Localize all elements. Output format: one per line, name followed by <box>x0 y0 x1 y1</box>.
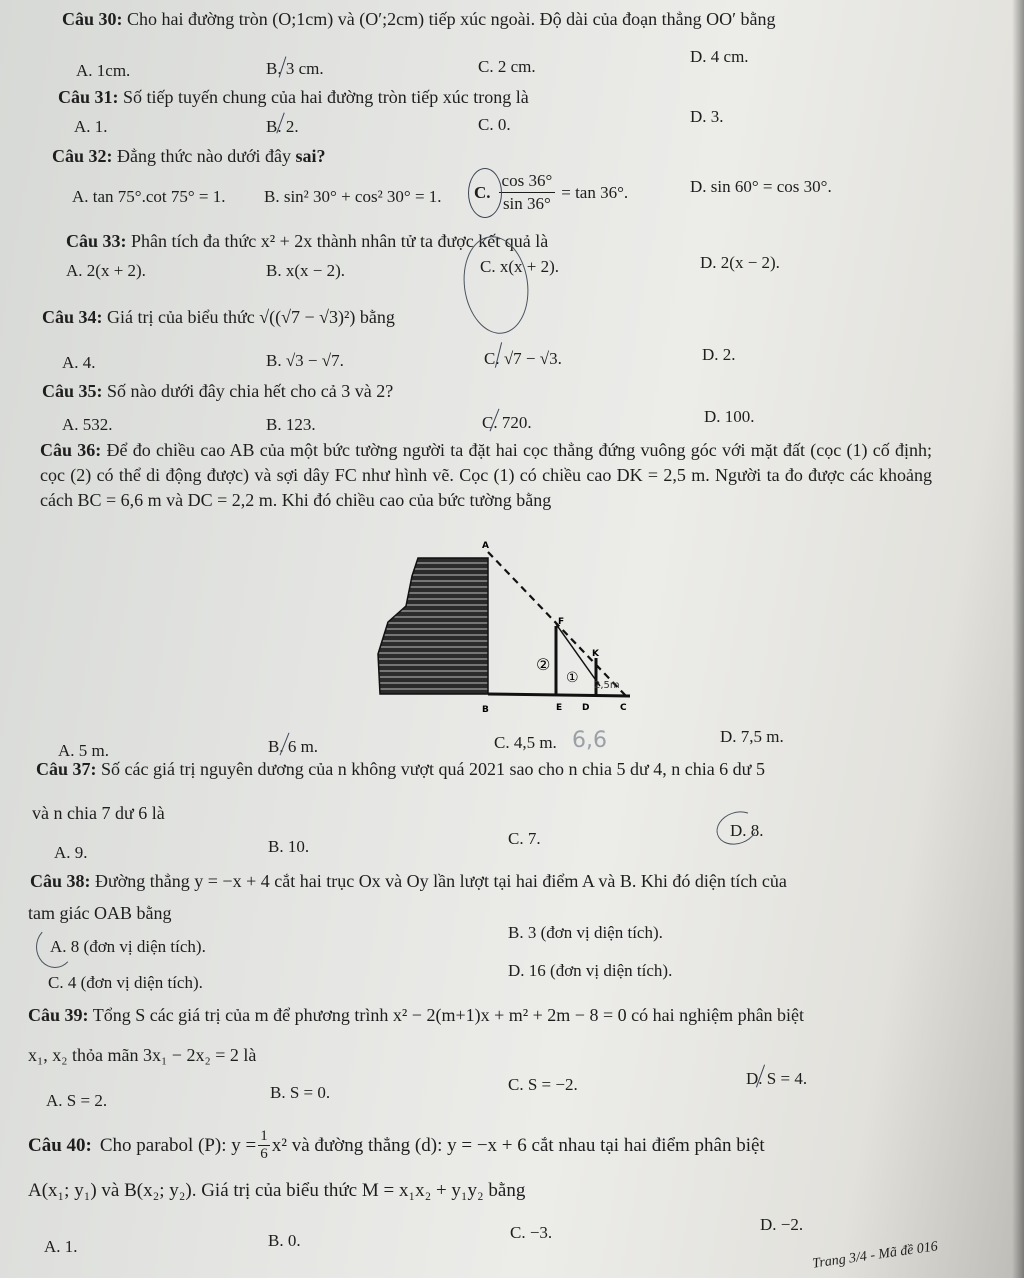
q37-option-a: A. 9. <box>54 843 88 862</box>
label-f: F <box>558 617 565 627</box>
q38-option-a: A. 8 (đơn vị diện tích). <box>50 937 206 956</box>
question-39-line-2: x₁, x₂ thỏa mãn 3x₁ − 2x₂ = 2 là <box>28 1045 257 1065</box>
q39-option-d: D. S = 4. <box>746 1069 808 1088</box>
question-32-text-bold: sai? <box>295 146 326 166</box>
q32-option-a: A. tan 75°.cot 75° = 1. <box>72 187 226 206</box>
question-37-line-2: và n chia 7 dư 6 là <box>32 803 165 823</box>
q31-option-b: B. 2. <box>266 117 299 136</box>
label-b: B <box>482 705 489 715</box>
question-31-label: Câu 31: <box>58 87 119 107</box>
q31-option-d: D. 3. <box>690 107 724 126</box>
q35-option-b: B. 123. <box>266 415 316 434</box>
q39-option-a: A. S = 2. <box>46 1091 108 1110</box>
q35-option-c: C. 720. <box>482 413 532 432</box>
q35-option-a: A. 532. <box>62 415 113 434</box>
q35-option-d: D. 100. <box>704 407 755 426</box>
question-34-label: Câu 34: <box>42 307 103 327</box>
q33-option-d: D. 2(x − 2). <box>700 253 780 272</box>
q38-option-b: B. 3 (đơn vị diện tích). <box>508 923 663 942</box>
question-40-text: Cho parabol (P): y = <box>99 1134 257 1156</box>
label-d: D <box>582 703 590 713</box>
label-c: C <box>620 703 627 713</box>
question-34 <box>42 306 395 328</box>
label-k: K <box>592 649 599 659</box>
question-39-label: Câu 39: <box>28 1005 89 1025</box>
question-30 <box>62 8 776 30</box>
q36-option-c: C. 4,5 m. <box>494 733 557 752</box>
q30-option-d: D. 4 cm. <box>690 47 749 66</box>
q32-option-c-numerator: cos 36° <box>499 170 556 193</box>
q30-option-a: A. 1cm. <box>76 61 131 80</box>
question-30-label: Câu 30: <box>62 9 123 29</box>
question-38-label: Câu 38: <box>30 871 91 891</box>
q32-option-c-fraction <box>499 170 556 215</box>
question-40-fraction <box>258 1128 270 1163</box>
q37-option-c: C. 7. <box>508 829 541 848</box>
q38-option-c: C. 4 (đơn vị diện tích). <box>48 973 203 992</box>
question-40-label: Câu 40: <box>28 1134 92 1156</box>
question-40-fraction-denominator: 6 <box>260 1146 268 1162</box>
q31-option-c: C. 0. <box>478 115 511 134</box>
q34-option-c: C. √7 − √3. <box>484 349 562 368</box>
page-footer: Trang 3/4 - Mã đề 016 <box>811 1239 939 1272</box>
label-e: E <box>556 703 563 713</box>
question-37-label: Câu 37: <box>36 759 97 779</box>
question-35-label: Câu 35: <box>42 381 103 401</box>
question-36-text: Để đo chiều cao AB của một bức tường người ta đặt hai cọc thẳng đứng vuông góc với mặt đất (cọc (1) cố định; cọc (2) có thể di động được) và sợi dây FC như hình vẽ. Cọc (1) có chiều cao DK = 2,5 m. Người ta đo được các khoảng cách BC = 6,6 m và DC = 2,2 m. Khi đó chiều cao của bức tường bằng <box>40 440 933 510</box>
question-40-fraction-numerator: 1 <box>260 1128 268 1144</box>
question-40-line-2: A(x₁; y₁) và B(x₂; y₂). Giá trị của biểu thức M = x₁x₂ + y₁y₂ bằng <box>28 1180 526 1201</box>
question-36 <box>40 438 932 513</box>
q32-option-d: D. sin 60° = cos 30°. <box>690 177 832 196</box>
q38-option-d: D. 16 (đơn vị diện tích). <box>508 961 673 980</box>
q31-option-a: A. 1. <box>74 117 108 136</box>
question-40 <box>28 1128 765 1163</box>
question-32-label: Câu 32: <box>52 146 113 166</box>
question-32-text: Đẳng thức nào dưới đây <box>117 146 292 166</box>
q32-option-c-label: C. <box>474 182 491 202</box>
q39-option-c: C. S = −2. <box>508 1075 578 1094</box>
q33-option-b: B. x(x − 2). <box>266 261 345 280</box>
ground-line <box>488 694 630 696</box>
question-39-text: Tổng S các giá trị của m để phương trình x² − 2(m+1)x + m² + 2m − 8 = 0 có hai nghiệm phân biệt <box>92 1005 805 1025</box>
page-shadow-edge <box>1012 0 1024 1278</box>
question-31 <box>58 86 529 108</box>
q36-option-d: D. 7,5 m. <box>720 727 784 746</box>
q37-option-d: D. 8. <box>730 821 764 840</box>
q40-option-b: B. 0. <box>268 1231 301 1250</box>
question-36-label: Câu 36: <box>40 440 102 460</box>
question-38-line-2: tam giác OAB bằng <box>28 903 172 923</box>
q33-option-a: A. 2(x + 2). <box>66 261 146 280</box>
question-35-text: Số nào dưới đây chia hết cho cả 3 và 2? <box>107 381 394 401</box>
label-stake-1: ① <box>566 670 579 686</box>
question-33-label: Câu 33: <box>66 231 127 251</box>
q40-option-c: C. −3. <box>510 1223 553 1242</box>
q39-option-b: B. S = 0. <box>270 1083 331 1102</box>
question-33-text: Phân tích đa thức x² + 2x thành nhân tử ta được kết quả là <box>131 231 549 251</box>
question-32 <box>52 145 326 167</box>
handwritten-answer-circle <box>468 168 502 218</box>
q40-option-a: A. 1. <box>44 1237 78 1256</box>
q34-option-a: A. 4. <box>62 353 96 372</box>
q37-option-b: B. 10. <box>268 837 310 856</box>
handwritten-answer-circle <box>36 926 74 968</box>
q32-option-c-denominator: sin 36° <box>502 194 551 213</box>
wall-height-figure <box>360 536 660 736</box>
question-38 <box>30 870 787 892</box>
question-35 <box>42 380 393 402</box>
q33-option-c: C. x(x + 2). <box>480 257 559 276</box>
label-a: A <box>482 541 489 551</box>
q32-option-c-rest: = tan 36°. <box>561 182 629 202</box>
label-stake-2: ② <box>536 655 551 674</box>
question-40-text-after: x² và đường thẳng (d): y = −x + 6 cắt nhau tại hai điểm phân biệt <box>271 1134 765 1156</box>
q36-option-a: A. 5 m. <box>58 741 109 760</box>
question-37 <box>36 758 765 780</box>
pencil-note: 6,6 <box>572 728 607 753</box>
q30-option-b: B. 3 cm. <box>266 59 324 78</box>
q30-option-c: C. 2 cm. <box>478 57 536 76</box>
q40-option-d: D. −2. <box>760 1215 804 1234</box>
q32-option-b: B. sin² 30° + cos² 30° = 1. <box>264 187 442 206</box>
handwritten-answer-circle <box>712 806 762 850</box>
question-30-text: Cho hai đường tròn (O;1cm) và (O′;2cm) tiếp xúc ngoài. Độ dài của đoạn thẳng OO′ bằng <box>127 9 776 29</box>
q34-option-b: B. √3 − √7. <box>266 351 344 370</box>
q36-option-b: B. 6 m. <box>268 737 319 756</box>
question-38-text: Đường thẳng y = −x + 4 cắt hai trục Ox và Oy lần lượt tại hai điểm A và B. Khi đó diện tích của <box>95 871 787 891</box>
question-39 <box>28 1004 804 1026</box>
q34-option-d: D. 2. <box>702 345 736 364</box>
question-34-text: Giá trị của biểu thức √((√7 − √3)²) bằng <box>107 307 395 327</box>
question-37-text: Số các giá trị nguyên dương của n không vượt quá 2021 sao cho n chia 5 dư 4, n chia 6 dư 5 <box>101 759 765 779</box>
wall-shape <box>378 558 488 694</box>
question-31-text: Số tiếp tuyến chung của hai đường tròn tiếp xúc trong là <box>123 87 529 107</box>
label-dk-height: 2,5m <box>594 680 620 691</box>
